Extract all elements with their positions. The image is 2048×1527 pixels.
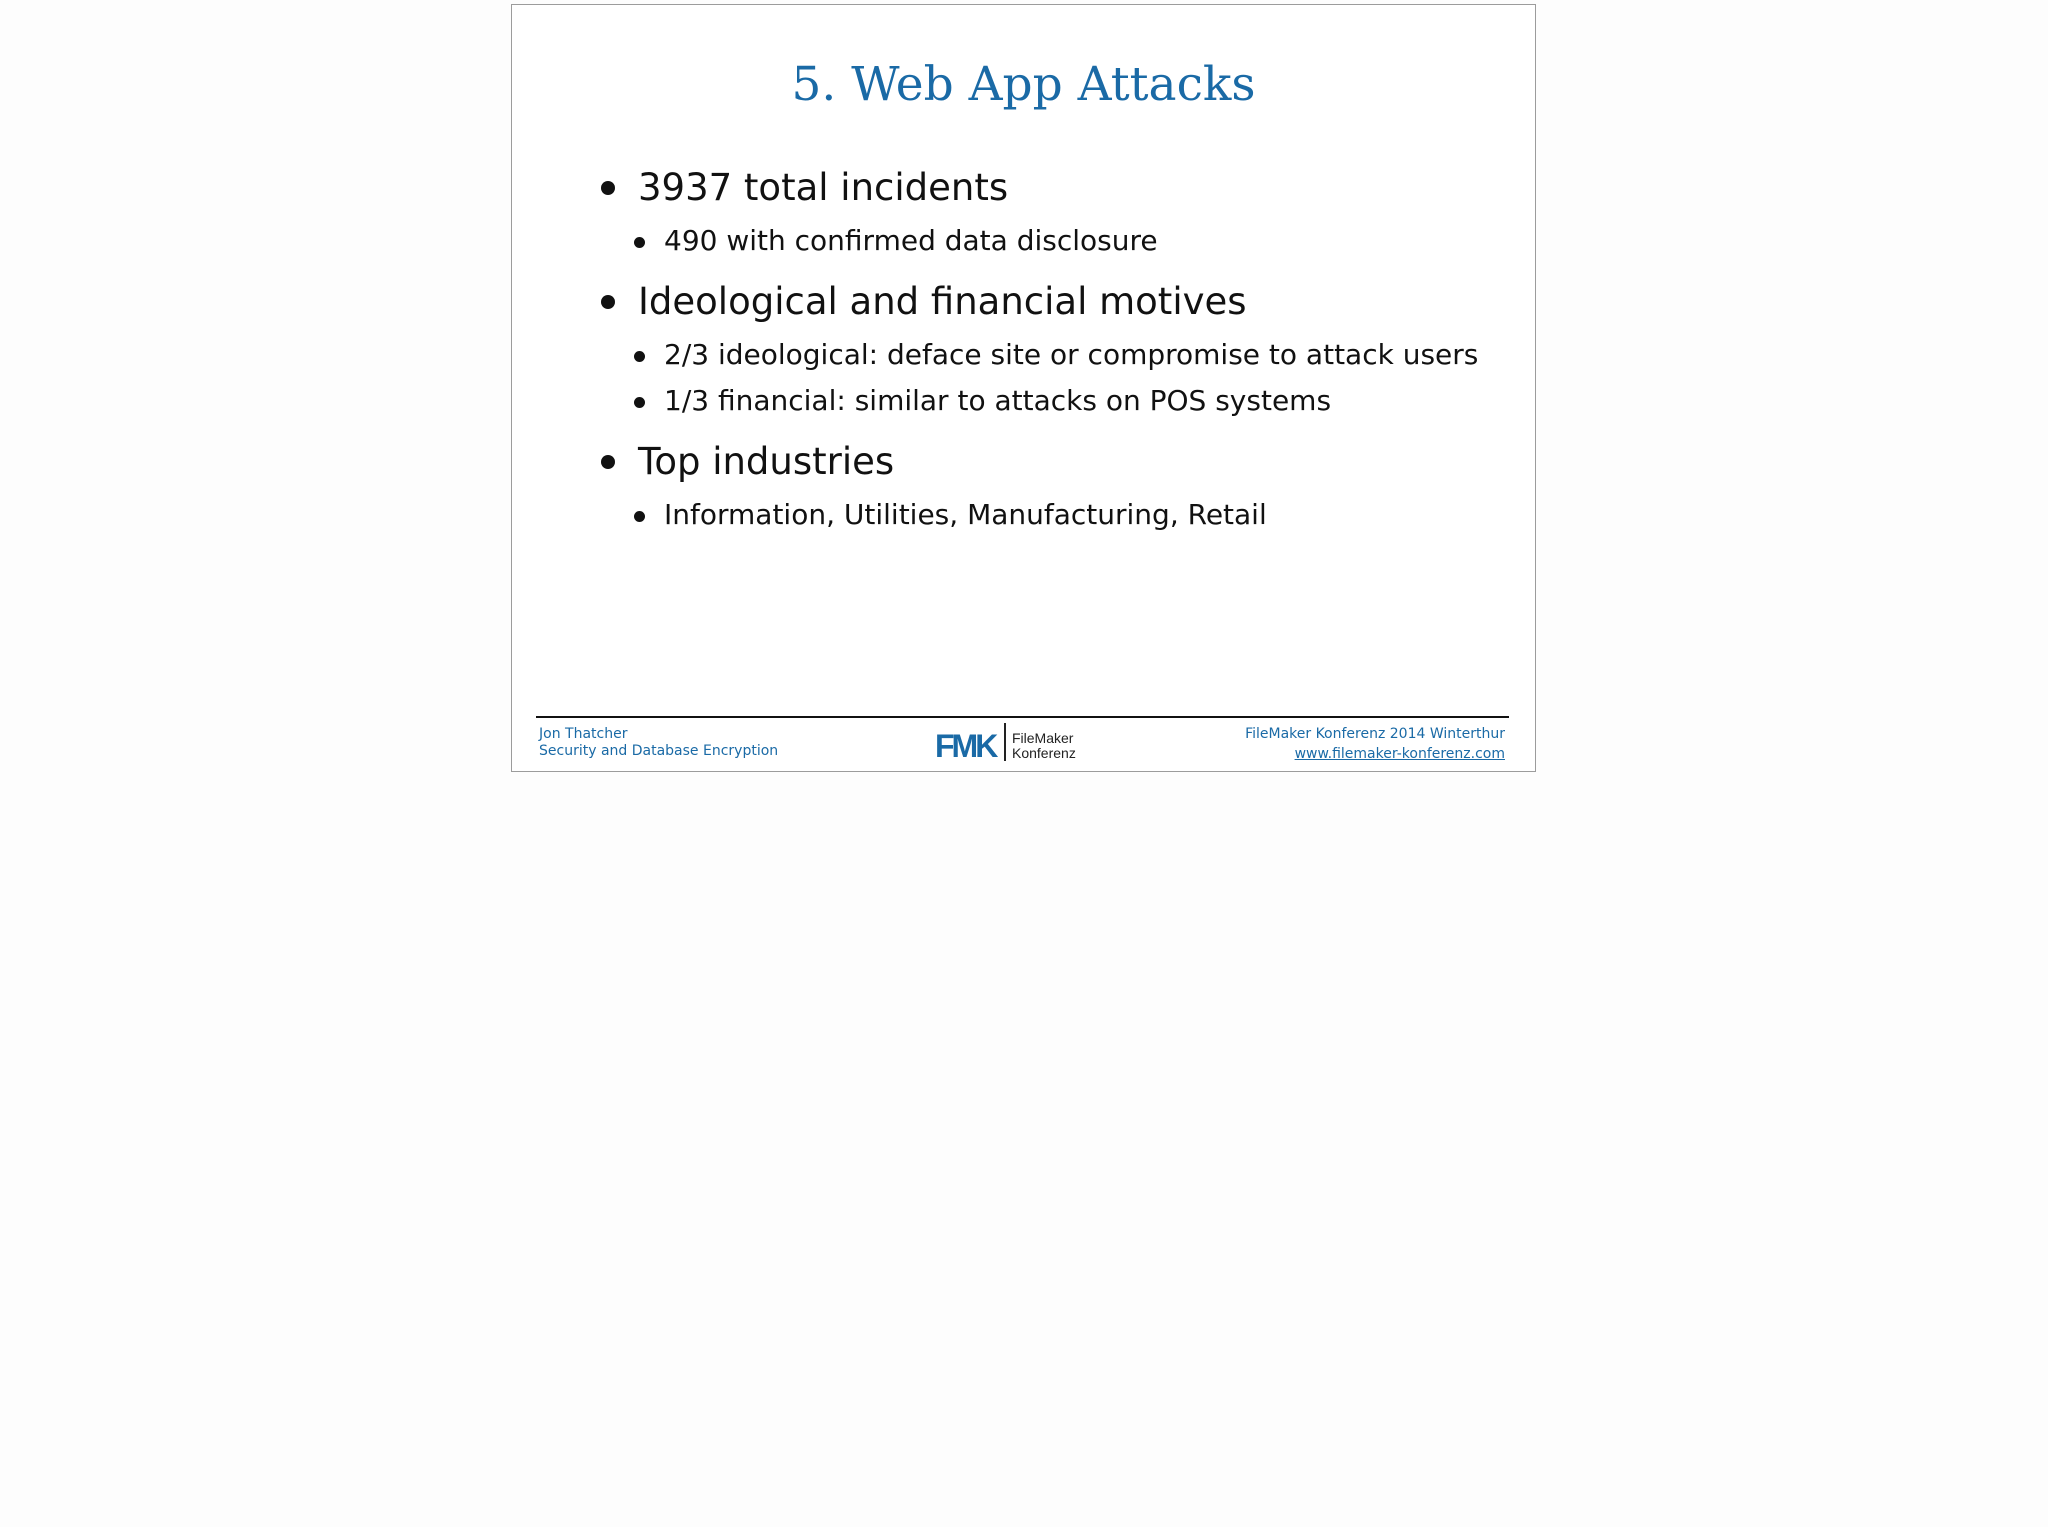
bullet-dot-icon bbox=[634, 351, 645, 362]
bullet-item bbox=[638, 280, 1247, 323]
bullet-list bbox=[512, 5, 1535, 771]
bullet-dot-icon bbox=[601, 295, 615, 309]
sub-bullet-text: 2/3 ideological: deface site or compromise to attack users bbox=[664, 338, 1479, 371]
slide bbox=[511, 4, 1536, 772]
bullet-dot-icon bbox=[634, 397, 645, 408]
sub-bullet-item bbox=[664, 224, 1158, 257]
bullet-dot-icon bbox=[634, 237, 645, 248]
footer-talk-title: Security and Database Encryption bbox=[539, 743, 779, 759]
bullet-dot-icon bbox=[601, 181, 615, 195]
bullet-text: Top industries bbox=[638, 440, 895, 483]
bullet-dot-icon bbox=[634, 511, 645, 522]
sub-bullet-text: Information, Utilities, Manufacturing, Retail bbox=[664, 498, 1267, 531]
footer-author: Jon Thatcher bbox=[539, 726, 628, 742]
logo-mark: FMK bbox=[935, 728, 996, 764]
footer-divider bbox=[536, 716, 1509, 718]
sub-bullet-item bbox=[664, 498, 1267, 531]
bullet-text: Ideological and financial motives bbox=[638, 280, 1247, 323]
footer-event: FileMaker Konferenz 2014 Winterthur bbox=[1245, 726, 1505, 742]
fmk-logo bbox=[924, 721, 1074, 763]
sub-bullet-item bbox=[664, 384, 1332, 417]
sub-bullet-item bbox=[664, 338, 1479, 371]
bullet-item bbox=[638, 440, 895, 483]
bullet-item bbox=[638, 166, 1009, 209]
logo-wordmark-line2: Konferenz bbox=[1012, 745, 1076, 761]
bullet-dot-icon bbox=[601, 455, 615, 469]
bullet-text: 3937 total incidents bbox=[638, 166, 1009, 209]
slide-title: 5. Web App Attacks bbox=[791, 57, 1256, 112]
logo-divider bbox=[1004, 723, 1006, 761]
logo-wordmark-line1: FileMaker bbox=[1012, 730, 1074, 746]
sub-bullet-text: 1/3 financial: similar to attacks on POS systems bbox=[664, 384, 1332, 417]
footer-url-link[interactable]: www.filemaker-konferenz.com bbox=[1294, 746, 1505, 762]
sub-bullet-text: 490 with confirmed data disclosure bbox=[664, 224, 1158, 257]
